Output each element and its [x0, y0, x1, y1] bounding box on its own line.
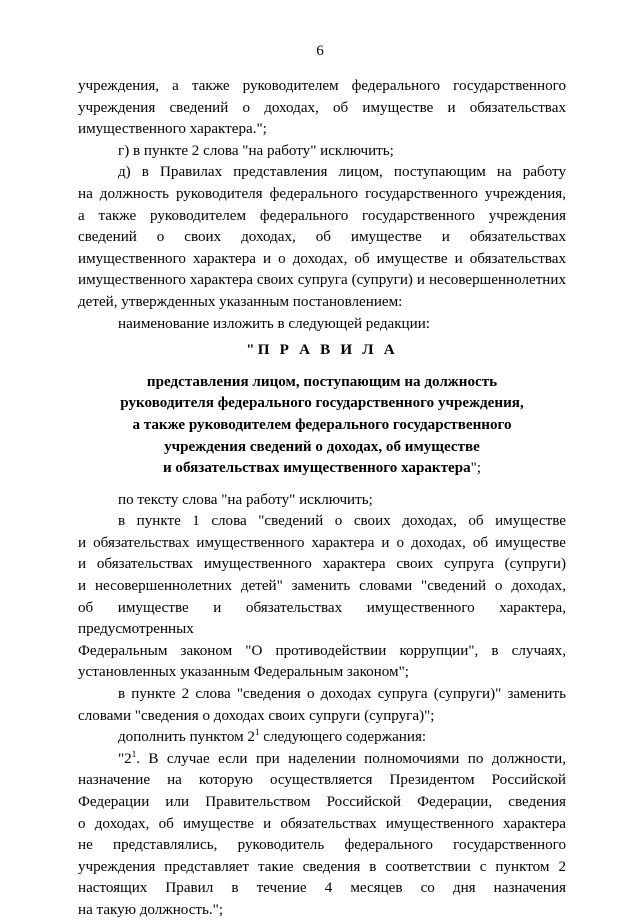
body-line: имущественного характера.";: [78, 121, 267, 138]
body-line: в пункте 2 слова "сведения о доходах супруга (супруги)" заменить: [118, 686, 566, 703]
body-line: сведений о своих доходах, об имуществе и обязательствах: [78, 229, 566, 246]
subtitle-line: представления лицом, поступающим на должность: [146, 373, 498, 390]
body-line: и обязательствах имущественного характера своих супруга (супруги): [78, 556, 566, 573]
body-line: установленных указанным Федеральным законом";: [78, 664, 409, 681]
point-line: учреждения представляет такие сведения в соответствии с пунктом 2: [78, 858, 566, 875]
body-line: а также руководителем федерального государственного учреждения: [78, 207, 566, 224]
body-line: Федеральным законом "О противодействии коррупции", в случаях,: [78, 642, 566, 659]
rules-subtitle: [78, 372, 566, 480]
subtitle-tail: ";: [470, 460, 482, 477]
point-line: о доходах, об имуществе и обязательствах имущественного характера: [78, 815, 566, 832]
body-line: на должность руководителя федерального государственного учреждения,: [78, 185, 566, 202]
subtitle-line: а также руководителем федерального государственного: [132, 416, 512, 433]
supplement-paragraph: дополнить пунктом $2^1$ следующего содержания:: [118, 727, 427, 746]
body-line: наименование изложить в следующей редакции:: [118, 315, 430, 332]
body-line: учреждения, а также руководителем федерального государственного: [78, 78, 566, 94]
body-line: имущественного характера и о доходах, об имуществе и обязательствах: [78, 250, 566, 267]
subtitle-line: учреждения сведений о доходах, об имуществе: [164, 438, 480, 455]
body-line: имущественного характера своих супруга (супруги) и несовершеннолетних: [78, 272, 566, 289]
body-line: и несовершеннолетних детей" заменить словами "сведений о доходах,: [78, 578, 566, 595]
point-2-1: [78, 749, 566, 922]
body-line: г) в пункте 2 слова "на работу" исключить;: [118, 142, 394, 159]
point-line: настоящих Правил в течение 4 месяцев со дня назначения: [78, 880, 566, 897]
paragraphs-after: [78, 490, 566, 728]
page-number: 6: [316, 43, 324, 59]
paragraphs-before: [78, 76, 566, 335]
body-line: словами "сведения о доходах своих супруги (супруга)";: [78, 707, 435, 724]
title-quote: ": [246, 342, 258, 359]
rules-title: [78, 340, 566, 362]
subtitle-line: и обязательствах имущественного характера";: [162, 460, 482, 477]
point-line: назначение на которую осуществляется Президентом Российской: [78, 772, 566, 789]
point-line: Федерации или Правительством Российской Федерации, сведения: [78, 794, 566, 810]
point-line: "$2^1$. В случае если при наделении полномочиями по должности,: [118, 748, 566, 767]
subtitle-line: руководителя федерального государственного учреждения,: [120, 395, 524, 412]
document-body: [78, 76, 566, 922]
point-line: не представлялись, руководитель федерального государственного: [78, 837, 566, 854]
body-line: учреждения сведений о доходах, об имуществе и обязательствах: [78, 99, 566, 116]
body-line: по тексту слова "на работу" исключить;: [118, 491, 373, 508]
body-line: д) в Правилах представления лицом, поступающим на работу: [118, 164, 566, 181]
point-line: на такую должность.";: [78, 901, 224, 918]
body-line: и обязательствах имущественного характера и о доходах, об имуществе: [78, 534, 566, 551]
body-line: в пункте 1 слова "сведений о своих доходах, об имуществе: [118, 513, 566, 530]
body-line: об имуществе и обязательствах имущественного характера, предусмотренных: [78, 599, 566, 638]
body-line: детей, утвержденных указанным постановлением:: [78, 293, 403, 310]
title-text: П Р А В И Л А: [257, 342, 398, 359]
